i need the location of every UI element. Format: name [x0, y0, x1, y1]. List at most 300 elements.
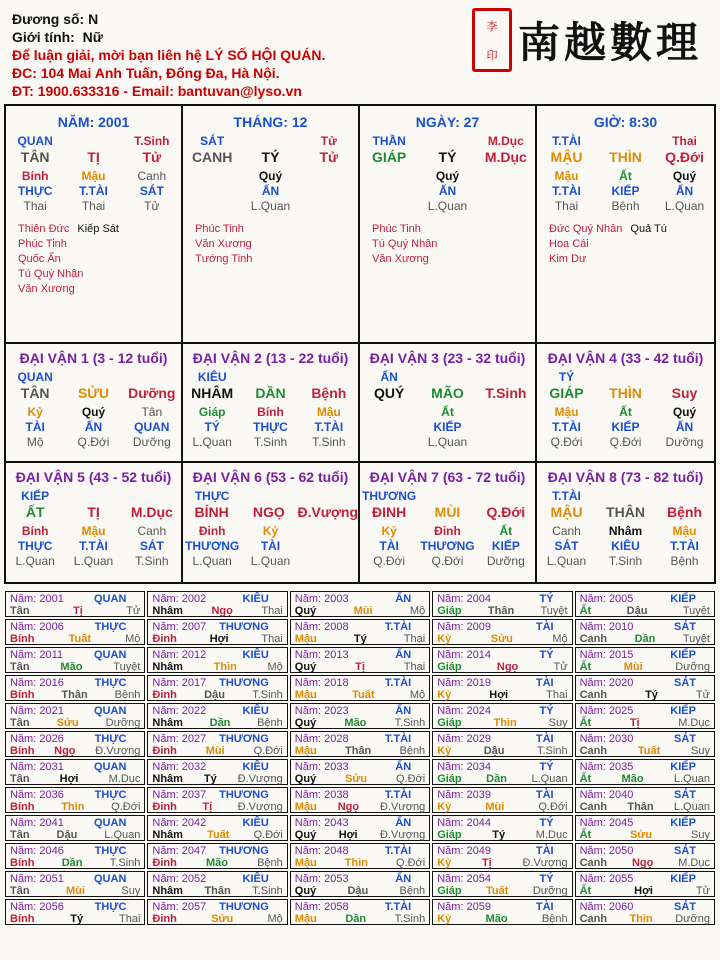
star-good: Quốc Ấn	[18, 253, 61, 265]
year-cell-bottom	[10, 689, 140, 701]
year-label: Năm: 2027	[152, 733, 207, 745]
year-god: THỰC	[94, 677, 127, 689]
year-cell	[290, 871, 430, 897]
stem-branch-text: KIÊU	[611, 539, 640, 553]
year-branch: Mão	[485, 913, 508, 925]
dai-van-cell	[6, 463, 183, 582]
year-stage: Đ.Vượng	[522, 857, 568, 869]
stem-branch-text: QUÝ	[373, 385, 405, 401]
stem-branch-text: T.Sinh	[485, 385, 527, 401]
year-cell	[290, 815, 430, 841]
year-stem: Giáp	[437, 885, 462, 897]
year-god: ẤN	[395, 761, 412, 773]
pillar-stage-row	[537, 199, 714, 214]
pillar-stem-row	[183, 149, 358, 169]
stem-branch-text: DẦN	[255, 385, 286, 401]
year-cell-top	[580, 593, 710, 605]
stem-branch-text: Dưỡng	[486, 554, 525, 568]
year-stem: Canh	[579, 801, 608, 813]
stem-branch-text: Quý	[258, 169, 283, 183]
stem-branch-text: L.Quan	[250, 554, 291, 568]
year-branch: Tị	[202, 801, 213, 813]
year-stage: Bệnh	[114, 689, 141, 701]
stem-branch-text: KIẾP	[491, 539, 520, 553]
year-stage: Đ.Vượng	[380, 829, 426, 841]
header-info	[12, 10, 325, 100]
year-branch: Hợi	[338, 829, 358, 841]
year-branch: Hợi	[489, 689, 509, 701]
year-branch: Mão	[621, 773, 644, 785]
year-cell	[432, 759, 572, 785]
stem-branch-text: ẤN	[675, 184, 694, 198]
stem-branch-text	[241, 134, 299, 149]
year-cell-bottom	[295, 689, 425, 701]
dai-van-god	[537, 370, 714, 385]
dai-van-stage-row	[183, 435, 358, 450]
year-label: Năm: 2032	[152, 761, 207, 773]
dai-van-cell	[183, 344, 360, 463]
stem-branch-text: ẤN	[261, 184, 280, 198]
year-stem: Đinh	[152, 801, 177, 813]
year-label: Năm: 2007	[152, 621, 207, 633]
year-stem: Tân	[10, 885, 30, 897]
pillar-stem-row	[6, 149, 181, 169]
year-branch: Mùi	[66, 885, 85, 897]
year-god: ẤN	[395, 873, 412, 885]
year-cell-bottom	[295, 801, 425, 813]
year-cell-top	[10, 649, 140, 661]
dai-van-stem-row	[183, 385, 358, 405]
stem-branch-text: L.Quan	[73, 554, 114, 568]
year-cell-bottom	[152, 801, 282, 813]
year-stem: Nhâm	[152, 773, 183, 785]
year-cell-bottom	[580, 717, 710, 729]
stem-branch-text: GIÁP	[372, 149, 407, 165]
year-god: SÁT	[673, 901, 696, 913]
year-cell-bottom	[10, 745, 140, 757]
year-cell-bottom	[580, 605, 710, 617]
year-stem: Canh	[579, 857, 608, 869]
year-label: Năm: 2051	[10, 873, 64, 885]
year-cell-bottom	[580, 745, 710, 757]
stem-branch-text: THẦN	[372, 134, 406, 148]
year-cell-top	[437, 733, 567, 745]
dai-van-hidden-god-row	[6, 539, 181, 554]
year-cell-bottom	[152, 885, 282, 897]
year-cell	[575, 871, 715, 897]
year-stem: Quý	[294, 661, 317, 673]
year-stage: Suy	[121, 885, 141, 897]
pillar-god-row	[6, 134, 181, 149]
year-cell	[290, 731, 430, 757]
year-stem: Kỷ	[437, 913, 452, 925]
year-branch: Ngọ	[631, 857, 654, 869]
dai-van-hidden-row	[360, 524, 535, 539]
year-cell	[575, 899, 715, 925]
year-branch: Ngọ	[337, 801, 360, 813]
year-cell-bottom	[152, 913, 282, 925]
year-cell-bottom	[295, 717, 425, 729]
year-god: TÀI	[535, 845, 554, 857]
year-cell-top	[437, 621, 567, 633]
year-cell-top	[295, 761, 425, 773]
pillar-hidden-god-row	[360, 184, 535, 199]
year-stage: Mộ	[267, 661, 283, 673]
star-good: Văn Xương	[18, 283, 75, 295]
year-branch: Mão	[344, 717, 367, 729]
stem-branch-text: Q.Đới	[609, 435, 642, 449]
dai-van-stem-row	[6, 385, 181, 405]
year-label: Năm: 2039	[437, 789, 491, 801]
stem-branch-text: SÁT	[200, 134, 225, 148]
stem-branch-text	[300, 539, 358, 554]
year-stage: L.Quan	[531, 773, 568, 785]
year-stem: Mậu	[294, 745, 317, 757]
stem-branch-text: ẤN	[438, 184, 457, 198]
stem-branch-text: Tân	[141, 405, 163, 419]
dai-van-cell	[360, 344, 537, 463]
year-cell	[432, 843, 572, 869]
stem-branch-text: Đ.Vượng	[297, 504, 359, 520]
year-stage: M.Dục	[678, 717, 710, 729]
stem-branch-text: Dưỡng	[128, 385, 176, 401]
brand-text: 南越數理	[517, 18, 702, 67]
year-stem: Giáp	[437, 605, 462, 617]
stem-branch-text: Tử	[319, 149, 339, 165]
stem-branch-text: L.Quan	[427, 199, 468, 213]
star-good: Hoa Cái	[549, 238, 589, 250]
year-cell	[147, 759, 287, 785]
year-branch: Ngọ	[211, 605, 233, 617]
year-branch: Mùi	[205, 745, 225, 757]
stem-branch-text	[300, 169, 358, 184]
stem-branch-text	[300, 554, 358, 569]
star-good: Thiên Đức	[18, 223, 70, 235]
year-label: Năm: 2054	[437, 873, 491, 885]
stem-branch-text	[183, 169, 241, 184]
year-label: Năm: 2055	[579, 873, 634, 885]
dai-van-stem-row	[183, 504, 358, 524]
stem-branch-text: TÂN	[20, 149, 50, 165]
stem-branch-text: Bệnh	[670, 554, 699, 568]
year-stem: Nhâm	[152, 829, 183, 841]
pillars-row	[6, 106, 714, 344]
year-god: T.TÀI	[384, 733, 412, 745]
year-stage: T.Sinh	[252, 885, 283, 897]
year-label: Năm: 2044	[437, 817, 491, 829]
year-cell-top	[295, 621, 425, 633]
stem-branch-text: Mậu	[554, 169, 579, 183]
year-cell	[5, 871, 145, 897]
year-stem: Quý	[294, 717, 317, 729]
dai-van-hidden-row	[6, 524, 181, 539]
stem-branch-text: Tử	[144, 199, 160, 213]
year-label: Năm: 2019	[437, 677, 491, 689]
year-god: THỰC	[94, 621, 127, 633]
year-cell	[575, 703, 715, 729]
year-cell	[5, 759, 145, 785]
stem-branch-text	[360, 169, 418, 184]
year-label: Năm: 2001	[10, 593, 64, 605]
year-god: KIẾP	[670, 761, 696, 773]
pillar-stars	[18, 222, 181, 297]
year-cell	[432, 647, 572, 673]
dai-van-title: ĐẠI VẬN 3 (23 - 32 tuổi)	[369, 350, 526, 366]
year-cell	[432, 731, 572, 757]
year-god: TÝ	[539, 817, 554, 829]
year-cell-bottom	[437, 913, 567, 925]
year-cell	[5, 619, 145, 645]
year-cell-top	[437, 873, 567, 885]
dai-van-hidden-god-row	[6, 420, 181, 435]
year-branch: Sửu	[345, 773, 368, 785]
dai-van-title: ĐẠI VẬN 1 (3 - 12 tuổi)	[19, 350, 168, 366]
stem-branch-text	[183, 184, 241, 199]
stem-branch-text: Ất	[619, 169, 632, 183]
year-god: THƯƠNG	[219, 621, 269, 633]
year-cell-top	[10, 593, 140, 605]
year-stage: Tuyệt	[682, 633, 710, 645]
stem-branch-text: TÝ	[204, 420, 220, 434]
star-good: Đức Quý Nhân	[549, 223, 623, 235]
stem-branch-text	[360, 405, 418, 420]
stem-branch-text: Ất	[619, 405, 632, 419]
dai-van-god-text: THỰC	[194, 489, 230, 503]
year-cell	[147, 731, 287, 757]
year-cell-top	[295, 789, 425, 801]
year-branch: Hợi	[209, 633, 229, 645]
year-god: KIẾP	[670, 593, 696, 605]
year-cell	[432, 871, 572, 897]
pillar-stage-row	[6, 199, 181, 214]
pillar-hidden-row	[360, 169, 535, 184]
year-cell-bottom	[295, 773, 425, 785]
year-stage: M.Dục	[678, 857, 710, 869]
dai-van-god	[183, 370, 358, 385]
pillar-hidden-god-row	[6, 184, 181, 199]
year-cell-bottom	[152, 633, 282, 645]
stem-branch-text: Bính	[257, 405, 284, 419]
year-god: KIÊU	[242, 873, 269, 885]
stem-branch-text: QUAN	[17, 134, 53, 148]
year-label: Năm: 2021	[10, 705, 64, 717]
stem-branch-text	[183, 199, 241, 214]
year-label: Năm: 2049	[437, 845, 491, 857]
stem-branch-text: MÙI	[434, 504, 461, 520]
stem-branch-text	[360, 420, 418, 435]
year-branch: Sửu	[56, 717, 79, 729]
year-stem: Canh	[579, 633, 608, 645]
year-cell	[432, 675, 572, 701]
year-stage: L.Quan	[673, 773, 710, 785]
year-cell-top	[295, 649, 425, 661]
year-label: Năm: 2009	[437, 621, 491, 633]
year-stem: Kỷ	[437, 689, 452, 701]
year-cell-top	[580, 649, 710, 661]
stem-branch-text: THÂN	[606, 504, 645, 520]
year-cell-top	[152, 761, 282, 773]
dai-van-hidden-god-row	[537, 539, 714, 554]
year-branch: Thìn	[213, 661, 237, 673]
star-good: Văn Xương	[372, 253, 429, 265]
stem-branch-text: THỰC	[253, 420, 288, 434]
stem-branch-text: T.TÀI	[314, 420, 344, 434]
stem-branch-text: Q.Đới	[373, 554, 406, 568]
stem-branch-text	[360, 435, 418, 450]
year-cell-bottom	[580, 801, 710, 813]
year-stem: Mậu	[294, 801, 317, 813]
year-stage: Mộ	[409, 605, 426, 617]
year-label: Năm: 2034	[437, 761, 491, 773]
year-cell-bottom	[295, 633, 425, 645]
year-stem: Tân	[10, 661, 30, 673]
year-label: Năm: 2008	[294, 621, 349, 633]
dai-van-god	[360, 370, 535, 385]
year-stage: Tử	[695, 885, 710, 897]
year-cell	[5, 899, 145, 925]
stem-branch-text: KIẾP	[611, 420, 640, 434]
pillar-cell	[360, 106, 537, 344]
year-cell	[575, 619, 715, 645]
dai-van-cell	[183, 463, 360, 582]
year-cell-bottom	[437, 689, 567, 701]
year-cell-top	[10, 817, 140, 829]
year-label: Năm: 2016	[10, 677, 64, 689]
year-cell-bottom	[580, 829, 710, 841]
year-cell	[575, 675, 715, 701]
year-cell-bottom	[295, 913, 425, 925]
year-label: Năm: 2047	[152, 845, 207, 857]
dai-van-title: ĐẠI VẬN 2 (13 - 22 tuổi)	[192, 350, 349, 366]
year-stem: Kỷ	[437, 745, 452, 757]
year-cell-top	[580, 817, 710, 829]
year-cell	[432, 787, 572, 813]
year-stage: Thai	[261, 605, 283, 617]
seal-top: 李	[486, 19, 498, 33]
year-branch: Mùi	[485, 801, 505, 813]
year-stem: Kỷ	[437, 857, 452, 869]
year-god: TÝ	[539, 649, 554, 661]
stem-branch-text: TÀI	[260, 539, 281, 553]
year-stage: Mộ	[552, 633, 568, 645]
year-stem: Giáp	[437, 717, 462, 729]
year-god: THỰC	[94, 901, 127, 913]
stem-branch-text: Ất	[441, 405, 454, 419]
year-stem: Ất	[579, 885, 592, 897]
stem-branch-text: Thai	[81, 199, 106, 213]
dai-van-stage-row	[360, 435, 535, 450]
dai-van-hidden-row	[183, 524, 358, 539]
year-stem: Mậu	[294, 857, 317, 869]
year-label: Năm: 2003	[294, 593, 349, 605]
year-branch: Thìn	[61, 801, 85, 813]
annual-luck-grid	[4, 590, 716, 926]
pillar-cell	[183, 106, 360, 344]
stem-branch-text: Mậu	[81, 169, 106, 183]
year-branch: Tý	[353, 633, 367, 645]
year-cell-bottom	[580, 661, 710, 673]
year-branch: Tý	[492, 829, 506, 841]
stem-branch-text: T.TÀI	[79, 539, 108, 553]
year-cell-bottom	[152, 745, 282, 757]
dai-van-god-text: ẤN	[380, 370, 398, 384]
year-god: QUAN	[94, 817, 127, 829]
pillar-hidden-god-row	[183, 184, 358, 199]
year-stage: M.Dục	[108, 773, 141, 785]
year-cell	[5, 787, 145, 813]
year-stage: Thai	[261, 633, 283, 645]
year-cell-top	[580, 845, 710, 857]
stem-branch-text: T.TÀI	[79, 184, 108, 198]
year-branch: Tị	[481, 857, 492, 869]
pillar-god-row	[360, 134, 535, 149]
year-stage: Q.Đới	[253, 829, 283, 841]
year-cell-top	[295, 845, 425, 857]
year-stem: Quý	[294, 773, 317, 785]
year-branch: Tị	[629, 717, 640, 729]
stem-branch-text	[300, 184, 358, 199]
year-cell-top	[152, 817, 282, 829]
year-cell-top	[10, 873, 140, 885]
year-cell-top	[295, 817, 425, 829]
year-cell	[5, 675, 145, 701]
pillar-cell	[537, 106, 714, 344]
year-stem: Nhâm	[152, 885, 183, 897]
year-cell-top	[152, 621, 282, 633]
dai-van-stage-row	[183, 554, 358, 569]
stem-branch-text: T.TÀI	[670, 539, 699, 553]
year-stem: Canh	[579, 689, 608, 701]
pillar-stage-row	[360, 199, 535, 214]
year-cell-bottom	[10, 661, 140, 673]
year-stage: Bệnh	[257, 717, 283, 729]
year-label: Năm: 2010	[579, 621, 634, 633]
contact-line: Để luận giải, mời bạn liên hệ LÝ SỐ HỘI QUÁN.	[12, 47, 326, 63]
stem-branch-text: L.Quan	[192, 435, 232, 449]
star-good: Phúc Tinh	[372, 223, 421, 235]
year-cell-bottom	[295, 857, 425, 869]
year-god: KIÊU	[242, 817, 269, 829]
year-cell-bottom	[152, 857, 282, 869]
year-cell-top	[10, 733, 140, 745]
year-branch: Tị	[355, 661, 365, 673]
year-label: Năm: 2023	[294, 705, 349, 717]
year-label: Năm: 2059	[437, 901, 491, 913]
stem-branch-text: Quý	[672, 169, 697, 183]
year-label: Năm: 2029	[437, 733, 491, 745]
year-cell	[147, 815, 287, 841]
year-cell	[5, 843, 145, 869]
star-good: Kim Dư	[549, 253, 587, 265]
year-cell-top	[152, 873, 282, 885]
year-label: Năm: 2018	[294, 677, 349, 689]
year-god: TÝ	[539, 761, 554, 773]
year-branch: Tý	[645, 689, 658, 701]
year-cell-bottom	[437, 717, 567, 729]
year-branch: Thìn	[493, 717, 517, 729]
year-cell-bottom	[10, 633, 140, 645]
year-stage: Tuyệt	[682, 605, 710, 617]
stem-branch-text: KIẾP	[611, 184, 640, 198]
year-cell	[290, 787, 430, 813]
stem-branch-text	[477, 199, 535, 214]
year-label: Năm: 2038	[294, 789, 349, 801]
dai-van-stage-row	[537, 435, 714, 450]
year-label: Năm: 2053	[294, 873, 349, 885]
year-label: Năm: 2006	[10, 621, 64, 633]
stem-branch-text	[360, 184, 418, 199]
year-cell-top	[152, 649, 282, 661]
